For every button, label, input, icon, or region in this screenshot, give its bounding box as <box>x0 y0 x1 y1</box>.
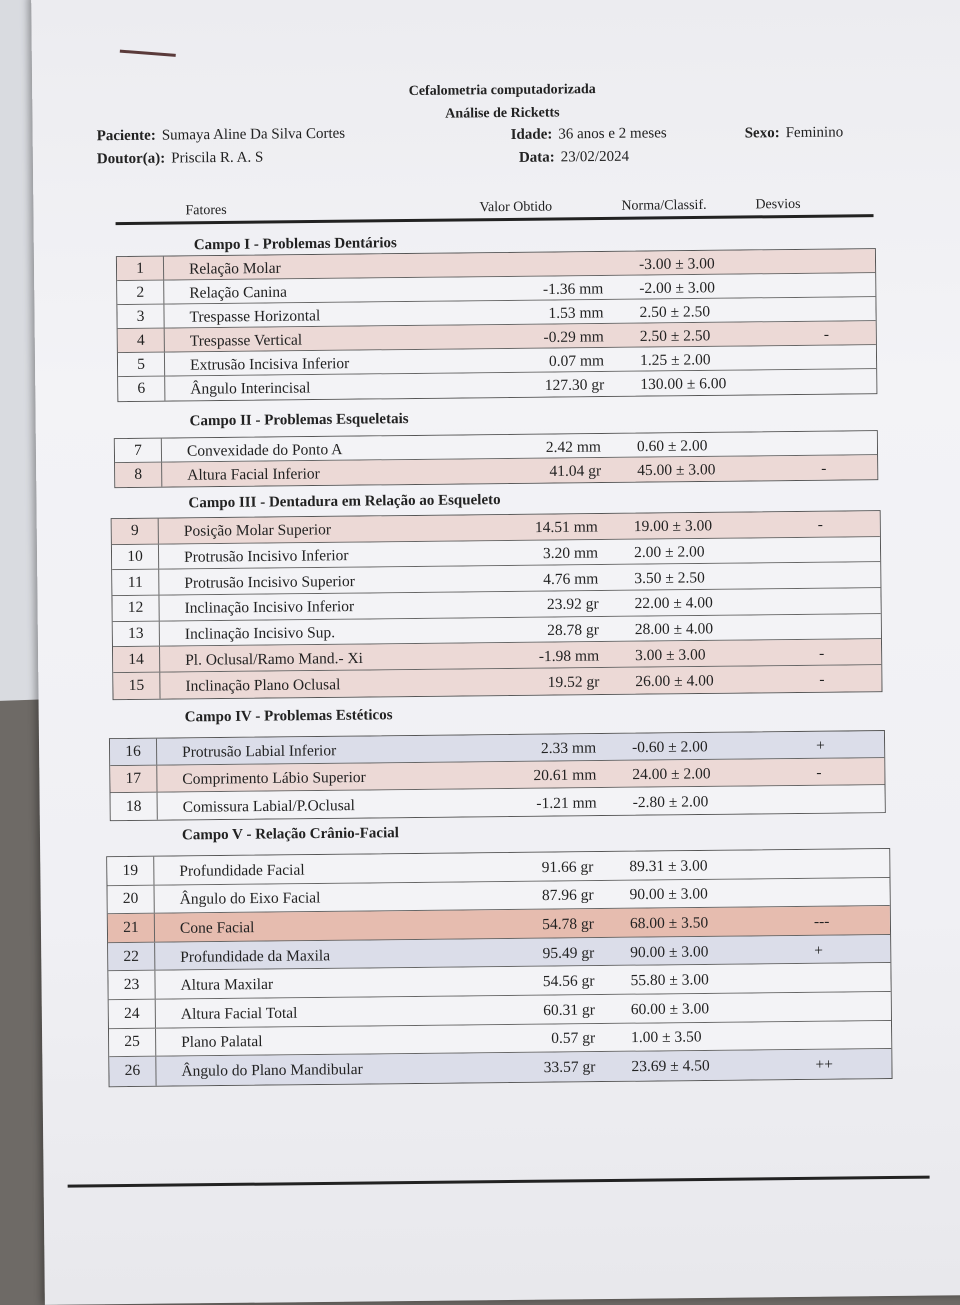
pen-mark <box>120 50 176 57</box>
row-number: 16 <box>110 739 157 765</box>
obtained-value: 0.07 mm <box>548 351 605 370</box>
factor-name: Profundidade Facial <box>179 861 305 880</box>
row-number: 24 <box>109 1000 156 1028</box>
obtained-value: 19.52 gr <box>547 673 600 691</box>
norm-value: -2.80 ± 2.00 <box>632 792 709 811</box>
obtained-value: 54.56 gr <box>542 972 595 991</box>
norm-value: -2.00 ± 3.00 <box>639 278 716 297</box>
col-header-deviation: Desvios <box>755 196 801 213</box>
obtained-value: 28.78 gr <box>547 621 599 640</box>
norm-value: 3.00 ± 3.00 <box>635 646 706 664</box>
row-number: 26 <box>109 1057 156 1086</box>
obtained-value: -1.36 mm <box>542 279 604 298</box>
row-number: 12 <box>112 596 159 621</box>
norm-value: 26.00 ± 4.00 <box>635 672 714 691</box>
factor-name: Convexidade do Ponto A <box>186 440 343 460</box>
deviation-value: - <box>821 460 827 478</box>
obtained-value: 91.66 gr <box>541 858 594 876</box>
norm-value: 19.00 ± 3.00 <box>633 517 713 536</box>
factor-name: Comprimento Lábio Superior <box>182 768 366 788</box>
deviation-value: - <box>819 671 825 689</box>
report-page <box>31 0 960 1305</box>
norm-value: 2.50 ± 2.50 <box>639 302 711 321</box>
norm-value: 90.00 ± 3.00 <box>630 942 709 961</box>
row-number: 4 <box>118 329 165 352</box>
obtained-value: 33.57 gr <box>543 1059 596 1077</box>
date-field <box>519 149 629 167</box>
row-number: 1 <box>117 257 164 280</box>
obtained-value: 41.04 gr <box>549 462 602 480</box>
obtained-value: 14.51 mm <box>534 518 598 537</box>
factor-name: Altura Facial Inferior <box>187 465 320 484</box>
obtained-value: 23.92 gr <box>546 595 599 614</box>
obtained-value: 2.33 mm <box>540 739 597 758</box>
norm-value: 130.00 ± 6.00 <box>640 375 727 394</box>
sex-field <box>745 124 844 142</box>
patient-field <box>97 126 346 146</box>
factor-name: Altura Facial Total <box>180 1004 298 1023</box>
footer-rule <box>68 1176 930 1188</box>
obtained-value: 0.57 gr <box>551 1029 596 1048</box>
row-number: 25 <box>109 1028 156 1056</box>
doctor-label: Doutor(a): <box>96 150 166 168</box>
col-header-value: Valor Obtido <box>479 199 553 216</box>
obtained-value: 95.49 gr <box>542 944 595 962</box>
factor-name: Ângulo do Plano Mandibular <box>181 1061 363 1081</box>
row-number: 18 <box>111 793 158 820</box>
report-subtitle: Análise de Ricketts <box>445 105 560 122</box>
norm-value: 2.00 ± 2.00 <box>633 543 705 562</box>
norm-value: 68.00 ± 3.50 <box>629 914 709 933</box>
obtained-value: -1.98 mm <box>538 647 600 665</box>
factor-name: Inclinação Plano Oclusal <box>185 676 341 695</box>
section-title: Campo V - Relação Crânio-Facial <box>181 825 399 844</box>
factor-name: Relação Canina <box>189 283 288 302</box>
factor-name: Altura Maxilar <box>180 976 274 995</box>
deviation-value: - <box>816 764 822 782</box>
obtained-value: -1.21 mm <box>536 794 597 812</box>
patient-label: Paciente: <box>96 127 156 145</box>
factor-name: Extrusão Incisiva Inferior <box>189 354 350 374</box>
obtained-value: 54.78 gr <box>542 915 595 934</box>
date-value: 23/02/2024 <box>560 148 630 166</box>
row-number: 13 <box>113 621 160 646</box>
row-number: 8 <box>115 463 162 487</box>
row-number: 5 <box>118 353 165 376</box>
section-title: Campo I - Problemas Dentários <box>193 235 397 254</box>
sex-value: Feminino <box>785 124 844 142</box>
row-number: 6 <box>118 377 165 401</box>
doctor-name: Priscila R. A. S <box>171 149 264 167</box>
norm-value: 55.80 ± 3.00 <box>630 971 709 990</box>
obtained-value: 2.42 mm <box>545 437 602 456</box>
row-number: 20 <box>107 885 154 913</box>
deviation-value: + <box>814 941 824 959</box>
row-number: 11 <box>112 570 159 595</box>
norm-value: 45.00 ± 3.00 <box>637 461 716 480</box>
section-title: Campo II - Problemas Esqueletais <box>189 411 409 430</box>
norm-value: 24.00 ± 2.00 <box>632 765 711 784</box>
age-field <box>511 125 667 144</box>
norm-value: -3.00 ± 3.00 <box>638 254 715 273</box>
norm-value: 3.50 ± 2.50 <box>634 569 705 587</box>
factor-name: Protrusão Incisivo Inferior <box>183 547 349 566</box>
deviation-value: - <box>819 644 825 662</box>
norm-value: 1.00 ± 3.50 <box>631 1028 702 1047</box>
factor-name: Posição Molar Superior <box>183 521 332 541</box>
patient-name: Sumaya Aline Da Silva Cortes <box>161 125 346 144</box>
obtained-value: 3.20 mm <box>542 544 599 563</box>
row-number: 22 <box>108 942 155 970</box>
date-label: Data: <box>518 149 555 166</box>
norm-value: 22.00 ± 4.00 <box>634 594 713 613</box>
row-number: 15 <box>113 673 160 699</box>
factor-name: Cone Facial <box>179 919 255 937</box>
norm-value: 60.00 ± 3.00 <box>630 1000 710 1018</box>
row-number: 19 <box>107 857 154 885</box>
results-table <box>114 430 878 488</box>
norm-value: 23.69 ± 4.50 <box>631 1057 710 1076</box>
norm-value: 1.25 ± 2.00 <box>639 350 711 369</box>
norm-value: 2.50 ± 2.50 <box>639 326 711 345</box>
obtained-value: 4.76 mm <box>543 570 599 588</box>
results-table <box>106 848 892 1087</box>
factor-name: Plano Palatal <box>181 1033 263 1052</box>
factor-name: Trespasse Horizontal <box>189 306 321 326</box>
factor-name: Inclinação Incisivo Inferior <box>184 598 355 618</box>
obtained-value: 1.53 mm <box>548 303 604 322</box>
factor-name: Ângulo Interincisal <box>190 379 311 398</box>
section-title: Campo IV - Problemas Estéticos <box>184 707 393 726</box>
obtained-value: 127.30 gr <box>544 376 605 395</box>
deviation-value: --- <box>813 913 830 931</box>
row-number: 3 <box>117 305 164 328</box>
row-number: 14 <box>113 647 160 672</box>
age-label: Idade: <box>510 126 553 143</box>
row-number: 10 <box>112 544 159 569</box>
sex-label: Sexo: <box>744 125 780 142</box>
age-value: 36 anos e 2 meses <box>558 125 667 143</box>
obtained-value: -0.29 mm <box>543 327 604 346</box>
norm-value: -0.60 ± 2.00 <box>631 738 708 757</box>
doctor-field <box>97 150 264 169</box>
factor-name: Profundidade da Maxila <box>180 946 331 966</box>
section-title: Campo III - Dentadura em Relação ao Esqueleto <box>188 492 501 512</box>
row-number: 7 <box>115 439 162 462</box>
norm-value: 89.31 ± 3.00 <box>629 857 708 875</box>
deviation-value: - <box>817 516 824 534</box>
obtained-value: 60.31 gr <box>543 1001 595 1019</box>
obtained-value: 87.96 gr <box>541 886 594 905</box>
factor-name: Trespasse Vertical <box>189 331 303 350</box>
col-header-norm: Norma/Classif. <box>621 197 707 214</box>
factor-name: Inclinação Incisivo Sup. <box>184 624 336 643</box>
deviation-value: - <box>823 325 830 343</box>
results-table <box>109 730 886 821</box>
report-title: Cefalometria computadorizada <box>408 82 596 100</box>
results-table <box>111 510 883 700</box>
norm-value: 28.00 ± 4.00 <box>634 620 714 639</box>
row-number: 17 <box>110 766 157 792</box>
row-number: 23 <box>108 971 155 999</box>
factor-name: Protrusão Labial Inferior <box>182 742 337 761</box>
obtained-value: 20.61 mm <box>533 766 597 785</box>
row-number: 2 <box>117 281 164 304</box>
deviation-value: ++ <box>815 1056 833 1074</box>
col-header-factors: Fatores <box>185 202 227 219</box>
row-number: 21 <box>108 914 155 942</box>
factor-name: Pl. Oclusal/Ramo Mand.- Xi <box>185 649 364 669</box>
results-table <box>116 248 877 402</box>
deviation-value: + <box>815 737 825 755</box>
norm-value: 90.00 ± 3.00 <box>629 885 708 904</box>
norm-value: 0.60 ± 2.00 <box>636 436 708 455</box>
row-number: 9 <box>112 519 159 544</box>
factor-name: Protrusão Incisivo Superior <box>184 572 355 592</box>
factor-name: Comissura Labial/P.Oclusal <box>182 796 355 816</box>
factor-name: Relação Molar <box>188 259 281 278</box>
factor-name: Ângulo do Eixo Facial <box>179 889 321 909</box>
